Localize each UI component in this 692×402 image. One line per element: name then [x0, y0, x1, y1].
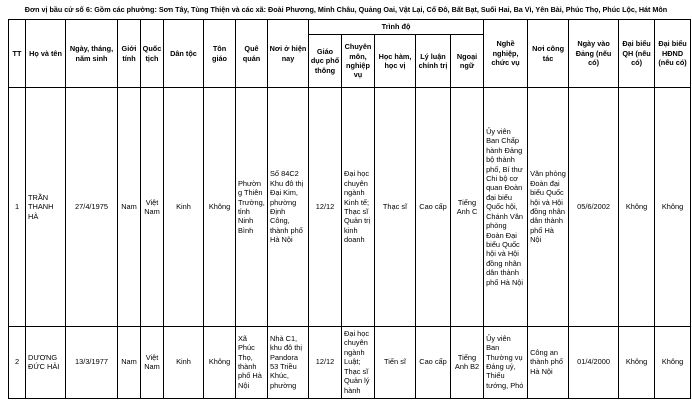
col-header-nghe-nghiep: Nghề nghiệp, chức vụ [484, 20, 528, 88]
col-header-ly-luan: Lý luận chính trị [416, 35, 451, 88]
cell-noi-o-hien-nay: Nhà C1, khu đô thị Pandora 53 Triều Khúc, phường [268, 327, 309, 399]
cell-ly-luan: Cao cấp [416, 327, 451, 399]
col-header-dai-bieu-hdnd: Đại biểu HĐND (nếu có) [655, 20, 691, 88]
cell-gioi-tinh: Nam [118, 327, 141, 399]
cell-tt: 2 [9, 327, 26, 399]
col-header-tt: TT [9, 20, 26, 88]
cell-ngoai-ngu: Tiếng Anh B2 [451, 327, 484, 399]
cell-ton-giao: Không [204, 327, 236, 399]
col-header-dai-bieu-qh: Đại biểu QH (nếu có) [619, 20, 655, 88]
cell-ngay-vao-dang: 01/4/2000 [569, 327, 619, 399]
cell-dan-toc: Kinh [164, 88, 204, 327]
col-header-noi-o-hien-nay: Nơi ở hiện nay [268, 20, 309, 88]
cell-ton-giao: Không [204, 88, 236, 327]
group-header-trinh-do: Trình độ [309, 20, 484, 35]
cell-hoc-ham: Tiến sĩ [375, 327, 416, 399]
cell-dai-bieu-qh: Không [619, 88, 655, 327]
cell-ngay-sinh: 27/4/1975 [66, 88, 118, 327]
cell-chuyen-mon: Đại học chuyên ngành Kinh tế; Thạc sĩ Quản trị kinh doanh [342, 88, 375, 327]
cell-dai-bieu-qh: Không [619, 327, 655, 399]
cell-tt: 1 [9, 88, 26, 327]
cell-nghe-nghiep: Ủy viên Ban Thường vụ Đảng uỷ, Thiếu tướng, Phó [484, 327, 528, 399]
cell-ho-va-ten: DƯƠNG ĐỨC HẢI [26, 327, 66, 399]
cell-dan-toc: Kinh [164, 327, 204, 399]
page-title: Đơn vị bầu cử số 6: Gồm các phường: Sơn Tây, Tùng Thiện và các xã: Đoài Phương, Minh Châu, Quảng Oai, Vật Lại, Cổ Đô, Bất Bạt, Suối Hai, Ba Vì, Yên Bài, Phúc Thọ, Phúc Lộc, Hát Môn [24, 5, 668, 14]
cell-gioi-tinh: Nam [118, 88, 141, 327]
header-group-row [9, 20, 691, 35]
cell-ngay-vao-dang: 05/6/2002 [569, 88, 619, 327]
col-header-chuyen-mon: Chuyên môn, nghiệp vụ [342, 35, 375, 88]
col-header-ngay-sinh: Ngày, tháng, năm sinh [66, 20, 118, 88]
candidates-table [8, 19, 691, 399]
cell-noi-o-hien-nay: Số 84C2 Khu đô thị Đại Kim, phường Định Công, thành phố Hà Nội [268, 88, 309, 327]
col-header-giao-duc: Giáo dục phổ thông [309, 35, 342, 88]
cell-chuyen-mon: Đại học chuyên ngành Luật; Thạc sĩ Quản lý hành [342, 327, 375, 399]
col-header-ngay-vao-dang: Ngày vào Đảng (nếu có) [569, 20, 619, 88]
candidate-row [9, 327, 691, 399]
candidate-row [9, 88, 691, 327]
cell-dai-bieu-hdnd: Không [655, 327, 691, 399]
cell-ho-va-ten: TRẦN THANH HÀ [26, 88, 66, 327]
cell-ly-luan: Cao cấp [416, 88, 451, 327]
cell-giao-duc: 12/12 [309, 88, 342, 327]
col-header-ho-va-ten: Họ và tên [26, 20, 66, 88]
cell-ngoai-ngu: Tiếng Anh C [451, 88, 484, 327]
cell-quoc-tich: Việt Nam [141, 88, 164, 327]
cell-ngay-sinh: 13/3/1977 [66, 327, 118, 399]
col-header-ton-giao: Tôn giáo [204, 20, 236, 88]
col-header-gioi-tinh: Giới tính [118, 20, 141, 88]
cell-giao-duc: 12/12 [309, 327, 342, 399]
col-header-hoc-ham: Học hàm, học vị [375, 35, 416, 88]
col-header-ngoai-ngu: Ngoại ngữ [451, 35, 484, 88]
col-header-noi-cong-tac: Nơi công tác [528, 20, 569, 88]
cell-que-quan: Xã Phúc Thọ, thành phố Hà Nội [236, 327, 268, 399]
cell-noi-cong-tac: Văn phòng Đoàn đại biểu Quốc hội và Hội đồng nhân dân thành phố Hà Nội [528, 88, 569, 327]
cell-quoc-tich: Việt Nam [141, 327, 164, 399]
col-header-quoc-tich: Quốc tịch [141, 20, 164, 88]
cell-dai-bieu-hdnd: Không [655, 88, 691, 327]
cell-nghe-nghiep: Ủy viên Ban Chấp hành Đảng bộ thành phố, Bí thư Chi bộ cơ quan Đoàn đại biểu Quốc hội, Chánh Văn phòng Đoàn Đại biểu Quốc hội và Hội đồng nhân dân thành phố Hà Nội [484, 88, 528, 327]
col-header-dan-toc: Dân tộc [164, 20, 204, 88]
cell-que-quan: Phường Thiên Trường, tỉnh Ninh Bình [236, 88, 268, 327]
col-header-que-quan: Quê quán [236, 20, 268, 88]
cell-noi-cong-tac: Công an thành phố Hà Nội [528, 327, 569, 399]
cell-hoc-ham: Thạc sĩ [375, 88, 416, 327]
